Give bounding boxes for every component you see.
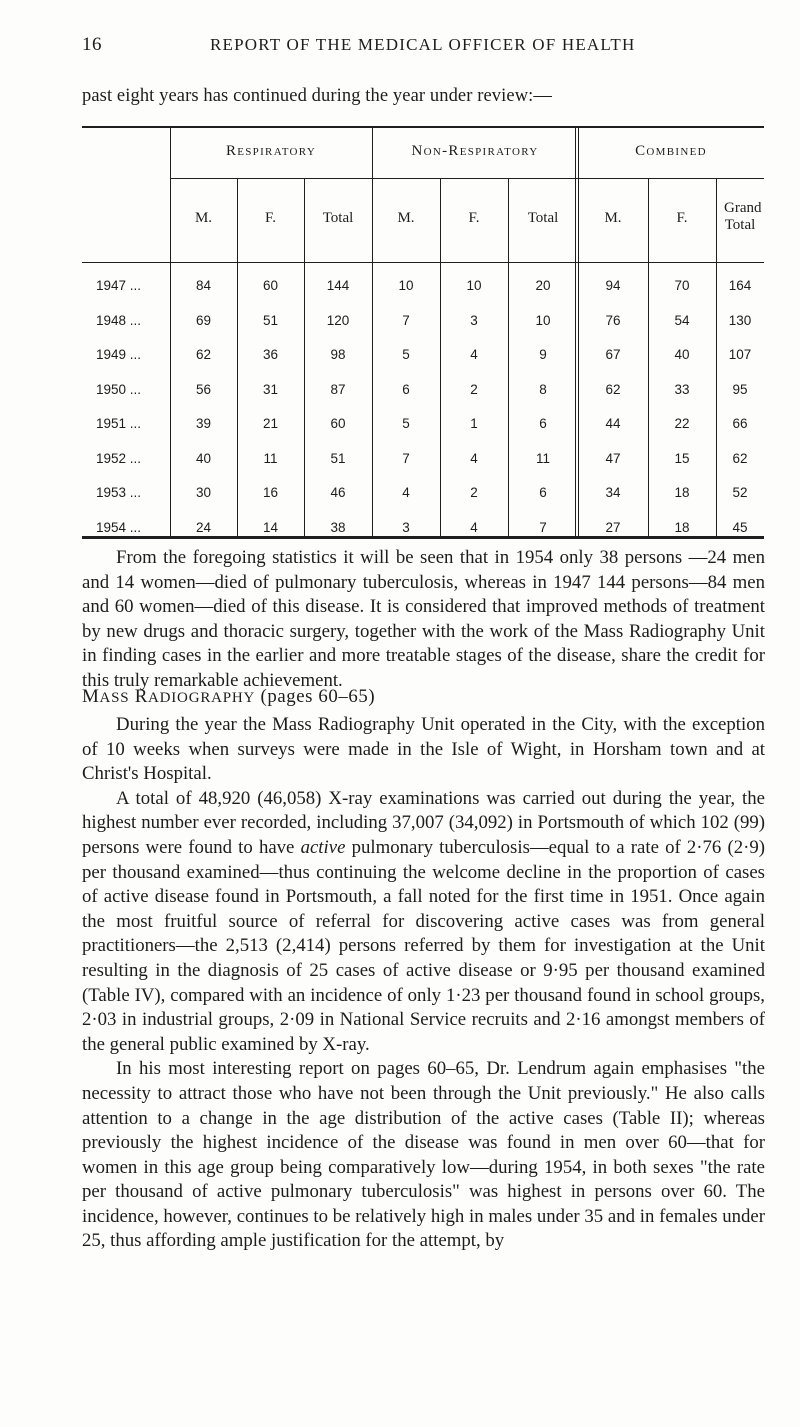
table-cell: 36 bbox=[262, 347, 279, 362]
table-cell: 7 bbox=[402, 450, 410, 466]
row-year: 1954 ... bbox=[96, 519, 142, 535]
table-cell: 6 bbox=[539, 485, 547, 500]
column-header: Total bbox=[527, 210, 559, 226]
table-cell: 46 bbox=[330, 485, 346, 500]
table-cell: 40 bbox=[195, 450, 212, 466]
table-cell: 22 bbox=[674, 416, 690, 431]
table-cell: 67 bbox=[605, 347, 621, 362]
total-paragraph-emphasis: active bbox=[300, 836, 346, 858]
table-cell: 27 bbox=[605, 519, 621, 535]
table-cell: 2 bbox=[470, 381, 478, 397]
table-cell: 24 bbox=[195, 519, 212, 535]
table-cell: 15 bbox=[674, 450, 690, 466]
row-year: 1953 ... bbox=[96, 485, 142, 500]
table-cell: 4 bbox=[470, 519, 478, 535]
table-rule bbox=[575, 126, 576, 536]
table-cell: 45 bbox=[732, 519, 748, 535]
table-cell: 21 bbox=[262, 416, 279, 431]
row-year: 1949 ... bbox=[96, 347, 142, 362]
group-header: Non-Respiratory bbox=[411, 143, 539, 159]
table-cell: 2 bbox=[470, 485, 478, 500]
row-year: 1950 ... bbox=[96, 381, 142, 397]
row-year: 1951 ... bbox=[96, 416, 142, 431]
table-cell: 16 bbox=[262, 485, 279, 500]
table-cell: 69 bbox=[195, 312, 212, 328]
table-cell: 4 bbox=[402, 485, 410, 500]
section-heading-small-1: ASS bbox=[99, 690, 130, 706]
report-paragraph: In his most interesting report on pages 60–65, Dr. Lendrum again emphasises "the necessity to attract those who have not been through the Unit previously." He also calls attention to a change in the age distribution of the active cases (Table II); whereas previously the highest incidence of the disease was found in men over 60—that for women in this age group being comparatively low—during 1954, in both sexes "the rate per thousand of active pulmonary tuberculosis" was highest in persons over 60. The incidence, however, continues to be relatively high in males under 35 and in females under 25, thus affording ample justification for the attempt, by bbox=[82, 1058, 765, 1252]
table-cell: 76 bbox=[605, 312, 621, 328]
total-paragraph-part1: A total of 48,920 (46,058) X-ray examinations was carried out during the year, the highest number ever recorded, including 37,007 (34,092) in Portsmouth of which 102 (99) persons were found to have bbox=[82, 787, 765, 858]
row-year: 1948 ... bbox=[96, 312, 142, 328]
table-cell: 4 bbox=[470, 450, 478, 466]
table-cell: 7 bbox=[539, 519, 547, 535]
section-heading-cap-1: M bbox=[82, 686, 100, 707]
table-cell: 60 bbox=[262, 278, 279, 293]
table-cell: 62 bbox=[605, 381, 621, 397]
table-cell: 6 bbox=[539, 416, 547, 431]
table-cell: 10 bbox=[398, 278, 414, 293]
column-header: M. bbox=[604, 210, 622, 226]
table-cell: 120 bbox=[326, 312, 350, 328]
table-cell: 98 bbox=[330, 347, 346, 362]
table-cell: 51 bbox=[330, 450, 346, 466]
table-cell: 60 bbox=[330, 416, 346, 431]
table-cell: 95 bbox=[732, 381, 748, 397]
table-cell: 31 bbox=[262, 381, 279, 397]
table-cell: 47 bbox=[605, 450, 621, 466]
table-cell: 107 bbox=[728, 347, 752, 362]
page-header bbox=[82, 34, 762, 64]
table-rule bbox=[578, 126, 579, 536]
table-cell: 62 bbox=[732, 450, 748, 466]
table-cell: 56 bbox=[195, 381, 212, 397]
table-cell: 66 bbox=[732, 416, 748, 431]
table-cell: 3 bbox=[402, 519, 410, 535]
section-heading-pages: (pages 60–65) bbox=[260, 686, 376, 707]
total-paragraph-part2: pulmonary tuberculosis—equal to a rate of 2·76 (2·9) per thousand examined—thus continuing the welcome decline in the proportion of cases of active disease found in Portsmouth, a fall noted for the first time in 1951. Once again the most fruitful source of referral for discovering active cases was from general practitioners—the 2,513 (2,414) persons referred by them for investigation at the Unit resulting in the diagnosis of 25 cases of active disease or 9·95 per thousand examined (Table IV), compared with an incidence of only 1·23 per thousand found in school groups, 2·03 in industrial groups, 2·09 in National Service recruits and 2·16 amongst members of the general public examined by X-ray. bbox=[82, 836, 766, 1055]
table-cell: 130 bbox=[728, 312, 752, 328]
table-cell: 33 bbox=[674, 381, 690, 397]
table-cell: 10 bbox=[535, 312, 551, 328]
row-year: 1947 ... bbox=[96, 278, 142, 293]
group-header: Respiratory bbox=[225, 143, 317, 159]
table-rule bbox=[82, 262, 764, 263]
table-cell: 70 bbox=[674, 278, 690, 293]
table-cell: 18 bbox=[674, 485, 690, 500]
table-rule bbox=[372, 126, 373, 536]
table-cell: 144 bbox=[326, 278, 350, 293]
column-header: Total bbox=[322, 210, 354, 226]
table-cell: 11 bbox=[535, 450, 550, 466]
table-cell: 84 bbox=[195, 278, 212, 293]
table-cell: 87 bbox=[330, 381, 346, 397]
table-cell: 164 bbox=[728, 278, 752, 293]
table-cell: 18 bbox=[674, 519, 690, 535]
table-cell: 34 bbox=[605, 485, 621, 500]
page-number: 16 bbox=[82, 34, 102, 55]
table-cell: 14 bbox=[262, 519, 279, 535]
table-cell: 3 bbox=[470, 312, 478, 328]
table-cell: 54 bbox=[674, 312, 690, 328]
table-cell: 30 bbox=[195, 485, 212, 500]
table-cell: 10 bbox=[466, 278, 482, 293]
total-paragraph bbox=[82, 787, 765, 1058]
column-header: F. bbox=[468, 210, 480, 226]
table-cell: 4 bbox=[470, 347, 478, 362]
table-cell: 40 bbox=[674, 347, 690, 362]
table-cell: 6 bbox=[402, 381, 410, 397]
section-heading-small-2: ADIOGRAPHY bbox=[148, 690, 256, 706]
intro-line: past eight years has continued during the year under review:— bbox=[82, 86, 552, 106]
unit-paragraph: During the year the Mass Radiography Unit operated in the City, with the exception of 10 weeks when surveys were made in the Isle of Wight, in Horsham town and at Christ's Hospital. bbox=[82, 714, 765, 785]
statistics-paragraph-block bbox=[82, 546, 765, 694]
column-header: Grand Total bbox=[724, 200, 762, 233]
table-rule bbox=[82, 536, 764, 539]
table-cell: 44 bbox=[605, 416, 621, 431]
table-cell: 7 bbox=[402, 312, 410, 328]
statistics-paragraph: From the foregoing statistics it will be seen that in 1954 only 38 persons —24 men and 14 women—died of pulmonary tuberculosis, whereas in 1947 144 persons—84 men and 60 women—died of this disease. It is considered that improved methods of treatment by new drugs and thoracic surgery, together with the work of the Mass Radiography Unit in finding cases in the earlier and more treatable stages of the disease, share the credit for this truly remarkable achievement. bbox=[82, 547, 765, 691]
section-body bbox=[82, 713, 765, 1254]
table-rule bbox=[170, 126, 171, 536]
table-cell: 39 bbox=[195, 416, 212, 431]
column-header: M. bbox=[397, 210, 415, 226]
table-cell: 1 bbox=[470, 416, 478, 431]
table-cell: 38 bbox=[330, 519, 346, 535]
table-cell: 20 bbox=[535, 278, 551, 293]
table-cell: 94 bbox=[605, 278, 621, 293]
section-heading-cap-2: R bbox=[134, 686, 148, 707]
table-cell: 5 bbox=[402, 416, 410, 431]
section-heading bbox=[82, 686, 375, 708]
table-cell: 52 bbox=[732, 485, 748, 500]
table-cell: 62 bbox=[195, 347, 212, 362]
table-cell: 8 bbox=[539, 381, 547, 397]
table-cell: 9 bbox=[539, 347, 547, 362]
tuberculosis-deaths-table bbox=[82, 126, 764, 538]
column-header: F. bbox=[265, 210, 276, 226]
column-header: M. bbox=[194, 210, 213, 226]
table-cell: 51 bbox=[262, 312, 279, 328]
row-year: 1952 ... bbox=[96, 450, 142, 466]
column-header: F. bbox=[676, 210, 688, 226]
table-rule bbox=[82, 126, 764, 128]
table-cell: 5 bbox=[402, 347, 410, 362]
table-cell: 11 bbox=[263, 450, 278, 466]
table-rule bbox=[170, 178, 764, 179]
running-title: REPORT OF THE MEDICAL OFFICER OF HEALTH bbox=[210, 35, 636, 54]
group-header: Combined bbox=[635, 143, 707, 159]
